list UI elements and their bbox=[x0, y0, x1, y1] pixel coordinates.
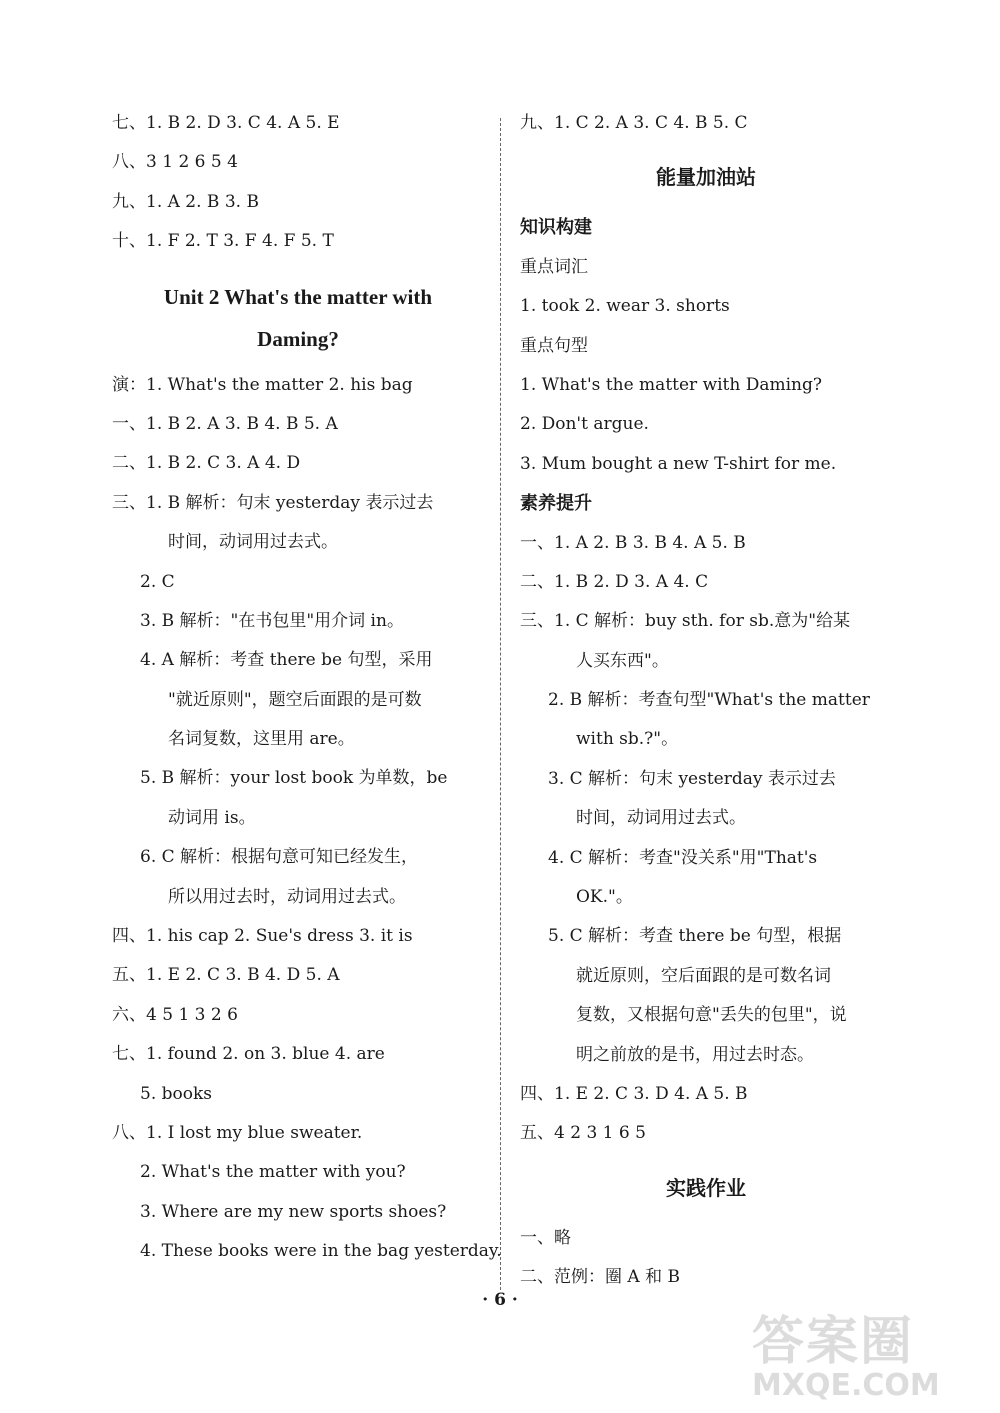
watermark-text: 答案圈 bbox=[752, 1312, 915, 1372]
section-heading: 实践作业 bbox=[666, 1175, 746, 1200]
practice-line: 一、略 bbox=[520, 1227, 571, 1248]
label: 重点句型 bbox=[520, 335, 588, 356]
answer-line: 三、1. B 解析：句末 yesterday 表示过去 bbox=[112, 492, 434, 513]
answer-line: 4. A 解析：考查 there be 句型，采用 bbox=[140, 650, 433, 671]
answer-line: 八、1. I lost my blue sweater. bbox=[112, 1122, 363, 1143]
watermark-logo bbox=[752, 1299, 982, 1403]
answer-line: 时间，动词用过去式。 bbox=[576, 808, 746, 829]
answer-line: 一、1. B 2. A 3. B 4. B 5. A bbox=[112, 413, 338, 434]
answer-line: 七、1. found 2. on 3. blue 4. are bbox=[112, 1044, 385, 1065]
answer-line: 3. C 解析：句末 yesterday 表示过去 bbox=[548, 768, 836, 789]
answer-line: 名词复数，这里用 are。 bbox=[168, 729, 355, 750]
answer-line: 八、3 1 2 6 5 4 bbox=[112, 152, 238, 173]
practice-line: 二、范例：圈 A 和 B bbox=[520, 1267, 680, 1288]
answer-line: 4. These books were in the bag yesterday. bbox=[140, 1241, 502, 1262]
page-number: · 6 · bbox=[482, 1290, 518, 1310]
answer-line: with sb.?"。 bbox=[576, 729, 679, 750]
answer-line: 九、1. A 2. B 3. B bbox=[112, 191, 259, 212]
watermark-url: MXQE.COM bbox=[752, 1368, 940, 1403]
answer-line: 明之前放的是书，用过去时态。 bbox=[576, 1044, 814, 1065]
answer-line: 5. C 解析：考查 there be 句型，根据 bbox=[548, 926, 842, 947]
answer-line: 6. C 解析：根据句意可知已经发生， bbox=[140, 847, 419, 868]
answer-line: 2. B 解析：考查句型"What's the matter bbox=[548, 690, 870, 711]
answer-line: 2. C bbox=[140, 571, 175, 592]
section-heading: 能量加油站 bbox=[656, 165, 756, 190]
answer-line: 二、1. B 2. C 3. A 4. D bbox=[112, 453, 301, 474]
vocab-line: 1. took 2. wear 3. shorts bbox=[520, 296, 730, 317]
answer-line: 演：1. What's the matter 2. his bag bbox=[112, 374, 413, 395]
answer-line: 5. B 解析：your lost book 为单数，be bbox=[140, 768, 448, 789]
answer-line: 时间，动词用过去式。 bbox=[168, 532, 338, 553]
sentence-line: 1. What's the matter with Daming? bbox=[520, 374, 823, 395]
answer-line: 十、1. F 2. T 3. F 4. F 5. T bbox=[112, 231, 334, 252]
answer-line: 九、1. C 2. A 3. C 4. B 5. C bbox=[520, 113, 748, 133]
left-column bbox=[112, 104, 502, 1272]
sentence-line: 3. Mum bought a new T-shirt for me. bbox=[520, 453, 837, 474]
sentence-line: 2. Don't argue. bbox=[520, 414, 649, 435]
answer-line: 2. What's the matter with you? bbox=[140, 1162, 406, 1183]
answer-line: 人买东西"。 bbox=[576, 650, 669, 671]
subsection-heading: 知识构建 bbox=[520, 217, 592, 239]
answer-line: "就近原则"，题空后面跟的是可数 bbox=[168, 689, 422, 710]
answer-line: 3. B 解析："在书包里"用介词 in。 bbox=[140, 610, 404, 631]
label: 重点词汇 bbox=[520, 256, 588, 277]
answer-line: 五、1. E 2. C 3. B 4. D 5. A bbox=[112, 965, 340, 986]
answer-line: 所以用过去时，动词用过去式。 bbox=[168, 886, 406, 907]
answer-line: 二、1. B 2. D 3. A 4. C bbox=[520, 571, 709, 592]
answer-line: 四、1. his cap 2. Sue's dress 3. it is bbox=[112, 926, 413, 947]
subsection-heading: 素养提升 bbox=[520, 493, 592, 515]
answer-line: 3. Where are my new sports shoes? bbox=[140, 1201, 447, 1222]
answer-line: 一、1. A 2. B 3. B 4. A 5. B bbox=[520, 532, 746, 553]
answer-line: 就近原则，空后面跟的是可数名词 bbox=[576, 965, 831, 986]
column-divider bbox=[500, 118, 501, 1290]
unit-title: Unit 2 What's the matter with bbox=[163, 284, 433, 309]
answer-line: 七、1. B 2. D 3. C 4. A 5. E bbox=[112, 113, 340, 133]
answer-line: 五、4 2 3 1 6 5 bbox=[520, 1123, 646, 1144]
answer-line: 四、1. E 2. C 3. D 4. A 5. B bbox=[520, 1083, 748, 1104]
answer-line: 复数，又根据句意"丢失的包里"，说 bbox=[576, 1005, 847, 1026]
answer-line: 六、4 5 1 3 2 6 bbox=[112, 1004, 238, 1025]
answer-line: 动词用 is。 bbox=[168, 807, 256, 828]
answer-line: OK."。 bbox=[576, 887, 633, 908]
answer-line: 4. C 解析：考查"没关系"用"That's bbox=[548, 847, 818, 868]
answer-line: 5. books bbox=[140, 1083, 213, 1104]
unit-title-cont: Daming? bbox=[257, 326, 339, 351]
right-column bbox=[520, 104, 892, 1298]
answer-line: 三、1. C 解析：buy sth. for sb.意为"给某 bbox=[520, 611, 851, 632]
